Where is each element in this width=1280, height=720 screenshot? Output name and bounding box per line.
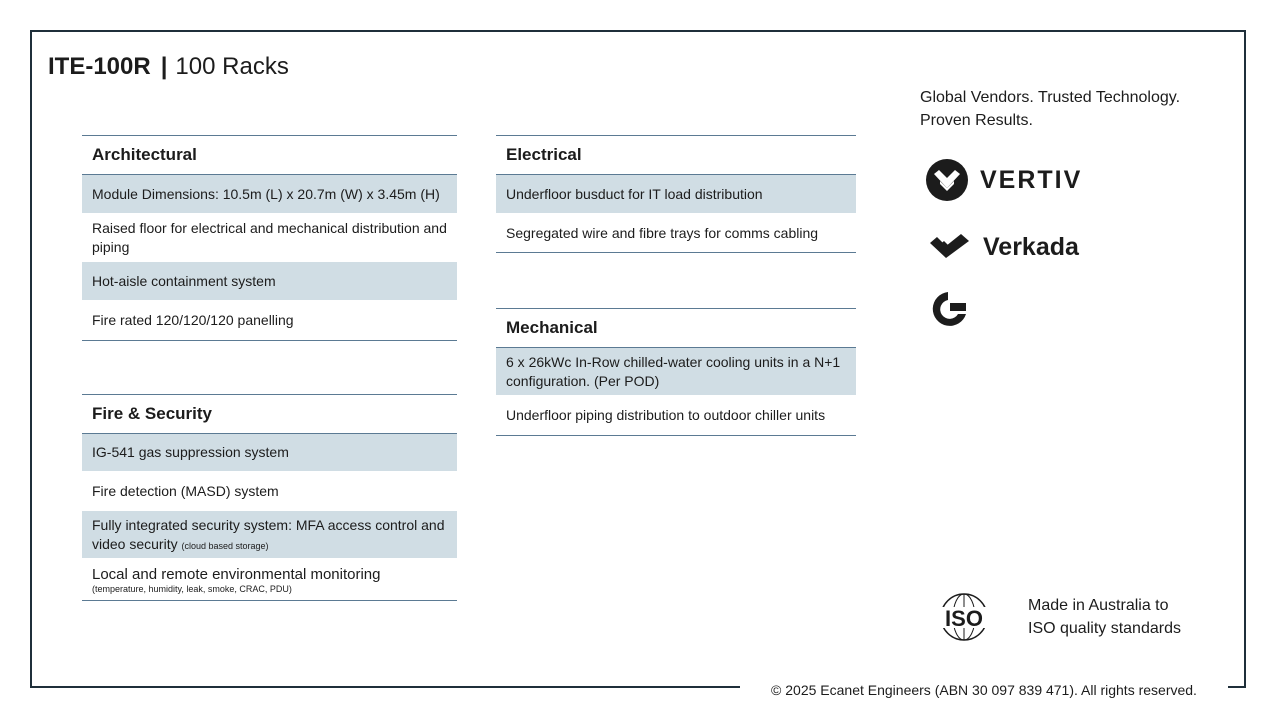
- iso-logo: [934, 592, 994, 647]
- spec-note: (cloud based storage): [181, 541, 269, 551]
- iso-globe-icon: [934, 592, 994, 642]
- spec-row: Segregated wire and fibre trays for comms cabling: [496, 214, 856, 253]
- spec-row: Hot-aisle containment system: [82, 262, 457, 301]
- tagline-line: Proven Results.: [920, 112, 1033, 129]
- tagline-line: Global Vendors. Trusted Technology.: [920, 89, 1181, 106]
- verkada-logo: [930, 231, 1079, 263]
- section-heading: Electrical: [496, 135, 856, 175]
- architectural-section: [82, 135, 457, 341]
- spec-text: Fully integrated security system: MFA access control and video security: [92, 517, 445, 552]
- section-heading: Architectural: [82, 135, 457, 175]
- vertiv-mark-icon: [926, 159, 968, 201]
- made-in-australia-text: [1028, 594, 1228, 640]
- page-title: [48, 52, 289, 82]
- section-heading: Fire & Security: [82, 394, 457, 434]
- spec-row: Underfloor piping distribution to outdoor chiller units: [496, 396, 856, 436]
- made-line: Made in Australia to: [1028, 597, 1169, 614]
- vertiv-wordmark: VERTIV: [980, 165, 1083, 194]
- vertiv-logo: [926, 159, 1082, 201]
- spec-row: Raised floor for electrical and mechanical distribution and piping: [82, 214, 457, 262]
- made-line: ISO quality standards: [1028, 620, 1181, 637]
- copyright-footer: © 2025 Ecanet Engineers (ABN 30 097 839 471). All rights reserved.: [771, 682, 1197, 698]
- title-separator: |: [160, 53, 168, 80]
- spec-row: Underfloor busduct for IT load distribution: [496, 175, 856, 214]
- mechanical-section: [496, 308, 856, 436]
- cummins-mark-icon: [928, 290, 968, 328]
- spec-row: [82, 511, 457, 559]
- electrical-section: [496, 135, 856, 253]
- spec-row: [82, 559, 457, 601]
- spec-row: 6 x 26kWc In-Row chilled-water cooling units in a N+1 configuration. (Per POD): [496, 348, 856, 396]
- spec-text: Local and remote environmental monitoring: [92, 565, 381, 583]
- verkada-mark-icon: [930, 231, 970, 263]
- spec-row: Fire detection (MASD) system: [82, 472, 457, 511]
- verkada-wordmark: Verkada: [983, 232, 1079, 261]
- vendor-tagline: [920, 86, 1210, 132]
- cummins-logo: [928, 290, 968, 328]
- spec-note: (temperature, humidity, leak, smoke, CRAC, PDU): [92, 583, 292, 594]
- spec-row: Module Dimensions: 10.5m (L) x 20.7m (W) x 3.45m (H): [82, 175, 457, 214]
- spec-row: Fire rated 120/120/120 panelling: [82, 301, 457, 341]
- section-heading: Mechanical: [496, 308, 856, 348]
- spec-row: IG-541 gas suppression system: [82, 434, 457, 472]
- fire-security-section: [82, 394, 457, 601]
- model-name: ITE-100R: [48, 53, 151, 80]
- rack-count: 100 Racks: [175, 53, 289, 80]
- iso-label: ISO: [945, 606, 983, 631]
